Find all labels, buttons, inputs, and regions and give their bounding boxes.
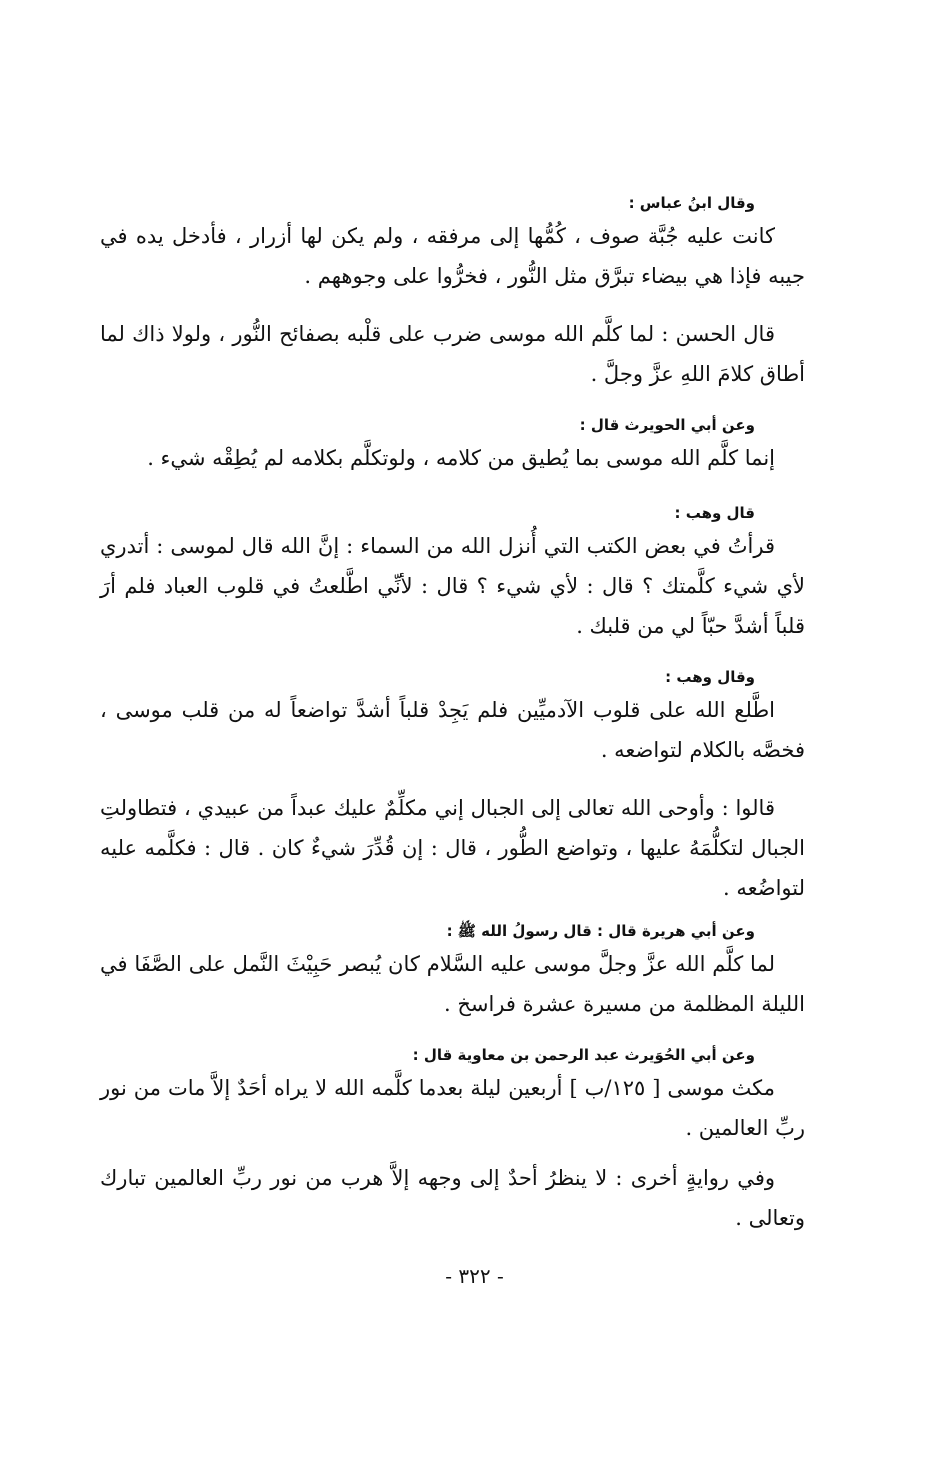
section-heading: وعن أبي الحُوَيرث عبد الرحمن بن معاوية قال :	[412, 1046, 755, 1064]
section-abi-al-huwayrith-abd-al-rahman	[100, 1042, 805, 1148]
page-body	[100, 190, 805, 1238]
paragraph: لما كلَّم الله عزَّ وجلَّ موسى عليه السَّلام كان يُبصر حَبِيْثَ النَّمل على الصَّفَا في الليلة المظلمة من مسيرة عشرة فراسخ .	[100, 952, 805, 1016]
paragraph: اطَّلع الله على قلوب الآدميِّين فلم يَجِدْ قلباً أشدَّ تواضعاً له من قلب موسى ، فخصَّه بالكلام لتواضعه .	[100, 698, 805, 762]
paragraph: قالوا : وأوحى الله تعالى إلى الجبال إني مكلِّمٌ عليك عبداً من عبيدي ، فتطاولتِ الجبال لتكلُّمَهُ عليها ، وتواضع الطُّور ، قال : إن قُدِّرَ شيءٌ كان . قال : فكلَّمه عليه لتواضُعه .	[100, 796, 805, 900]
section-abi-hurayra	[100, 918, 805, 1024]
section-heading: وعن أبي هريرة قال : قال رسولُ الله ﷺ :	[446, 922, 755, 940]
section-qalu	[100, 788, 805, 908]
paragraph: مكث موسى [ ١٢٥/ب ] أربعين ليلة بعدما كلَّمه الله لا يراه أحَدٌ إلاَّ مات من نور ربِّ العالمين .	[100, 1076, 805, 1140]
section-al-hasan	[100, 314, 805, 394]
section-wahb-2	[100, 664, 805, 770]
section-ibn-abbas	[100, 190, 805, 296]
section-heading: وقال وهب :	[665, 668, 755, 686]
section-heading: وعن أبي الحويرث قال :	[579, 416, 755, 434]
paragraph: كانت عليه جُبَّة صوف ، كُمُّها إلى مرفقه ، ولم يكن لها أزرار ، فأدخل يده في جيبه فإذا هي بيضاء تبرَّق مثل النُّور ، فخرُّوا على وجوههم .	[100, 224, 805, 288]
section-wahb-1	[100, 500, 805, 646]
section-abi-al-huwayrith	[100, 412, 805, 478]
section-heading: قال وهب :	[674, 504, 755, 522]
paragraph: إنما كلَّم الله موسى بما يُطيق من كلامه ، ولوتكلَّم بكلامه لم يُطِقْه شيء .	[147, 446, 775, 470]
section-heading: وقال ابنُ عباس :	[628, 194, 755, 212]
page-number: - ٣٢٢ -	[445, 1264, 504, 1288]
paragraph: وفي روايةٍ أخرى : لا ينظرُ أحدٌ إلى وجهه إلاَّ هرب من نور ربِّ العالمين تبارك وتعالى .	[100, 1166, 805, 1230]
paragraph: قال الحسن : لما كلَّم الله موسى ضرب على قلْبه بصفائح النُّور ، ولولا ذاك لما أطاق كلامَ اللهِ عزَّ وجلَّ .	[100, 322, 805, 386]
paragraph: قرأتُ في بعض الكتب التي أُنزل الله من السماء : إنَّ الله قال لموسى : أتدري لأي شيء كلَّمتك ؟ قال : لأي شيء ؟ قال : لأنِّي اطَّلعتُ في قلوب العباد فلم أرَ قلباً أشدَّ حبّاً لي من قلبك .	[100, 534, 805, 638]
section-riwaya-ukhra	[100, 1158, 805, 1238]
